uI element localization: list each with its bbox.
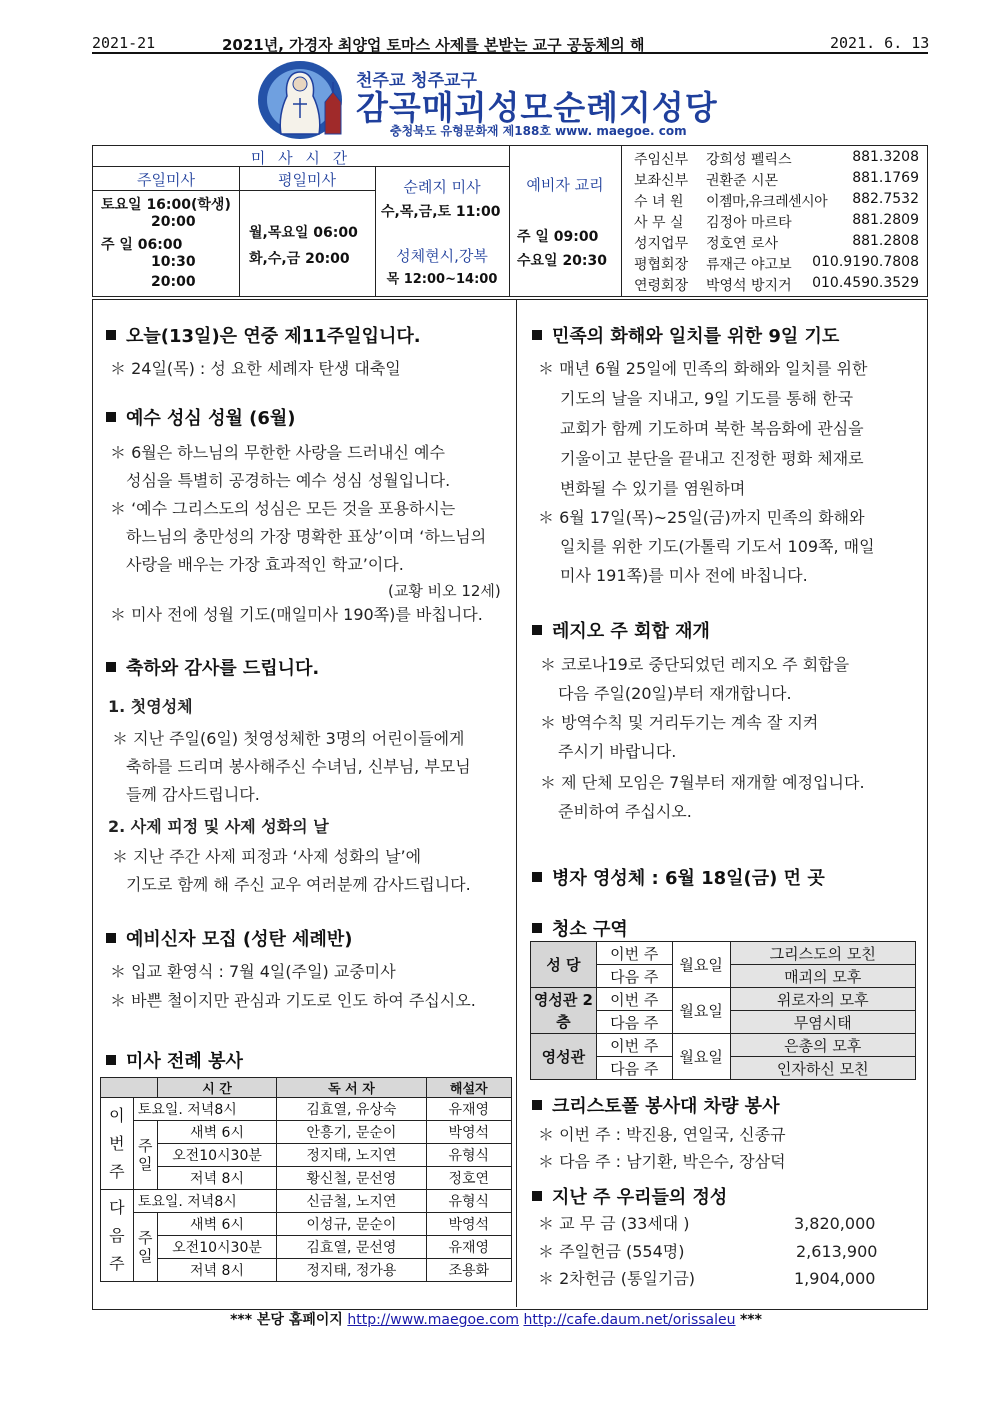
table-row: 저녁 8시 황신철, 문선영 정호연 [101, 1167, 512, 1190]
section-christopher-service: 크리스토폴 봉사대 차량 봉사 [532, 1092, 779, 1118]
pilgrim-mass-title: 순례지 미사 [403, 178, 481, 196]
priest-retreat-line: ＊ 지난 주간 사제 피정과 ‘사제 성화의 날’에 [112, 847, 422, 866]
sacred-heart-line: 사랑을 배우는 가장 효과적인 학교’이다. [126, 555, 404, 574]
staff-row: 사 무 실 김정아 마르타 881.2809 [634, 212, 919, 231]
table-row: 다음 주 매괴의 모후 [531, 965, 916, 988]
reconciliation-line: 일치를 위한 기도(가톨릭 기도서 109쪽, 매일 [560, 537, 875, 556]
next-week-label: 다음주 [101, 1190, 134, 1282]
table-row: 주일 새벽 6시 이성규, 문순이 박영석 [101, 1213, 512, 1236]
mass-times-heading: 미 사 시 간 [250, 149, 352, 167]
sunday-line: 20:00 [151, 214, 196, 230]
offering-amount: 1,904,000 [794, 1269, 876, 1288]
staff-row: 수 녀 원 이젬마,유크레센시아 882.7532 [634, 191, 919, 210]
reconciliation-line: 변화될 수 있기를 염원하며 [560, 479, 746, 498]
notice-line: ＊ 24일(목) : 성 요한 세례자 탄생 대축일 [110, 359, 401, 378]
catechumen-title: 예비자 교리 [526, 176, 604, 194]
catechumen-line: 주 일 09:00 [517, 229, 599, 245]
sunday-label: 주일 [133, 1213, 157, 1282]
footer: *** 본당 홈페이지 http://www.maegoe.com http://cafe.daum.net/orissaleu *** [230, 1312, 762, 1328]
staff-row: 평협회장 류재근 야고보 010.9190.7808 [634, 254, 919, 273]
diocese-name: 천주교 청주교구 [356, 71, 477, 91]
liturgy-table [100, 1077, 512, 1282]
subsection-first-communion: 1. 첫영성체 [108, 697, 193, 716]
section-liturgy-service: 미사 전례 봉사 [106, 1047, 243, 1073]
col-header: 시 간 [157, 1078, 277, 1098]
legio-line: 주시기 바랍니다. [558, 742, 677, 761]
staff-directory [622, 146, 927, 296]
section-cleaning-duty: 청소 구역 [532, 915, 628, 941]
section-reconciliation-prayer: 민족의 화해와 일치를 위한 9일 기도 [532, 322, 839, 348]
header-rule [92, 52, 928, 54]
offering-amount: 2,613,900 [796, 1242, 878, 1261]
sunday-line: 10:30 [151, 254, 196, 270]
offering-label: ＊ 주일헌금 (554명) [538, 1242, 685, 1261]
legio-line: ＊ 방역수칙 및 거리두기는 계속 잘 지켜 [540, 713, 819, 732]
reconciliation-line: ＊ 매년 6월 25일에 민족의 화해와 일치를 위한 [538, 359, 868, 378]
mary-statue-logo [255, 58, 345, 142]
church-name: 감곡매괴성모순례지성당 [356, 88, 718, 127]
adoration-time: 목 12:00~14:00 [386, 272, 498, 287]
legio-line: ＊ 제 단체 모임은 7월부터 재개할 예정입니다. [540, 773, 865, 792]
pilgrim-mass-time: 수,목,금,토 11:00 [381, 204, 501, 220]
year-theme: 2021년, 가경자 최양업 토마스 사제를 본받는 교구 공동체의 해 [222, 36, 645, 54]
table-row: 이번주 토요일. 저녁8시 김효열, 유상숙 유재영 [101, 1098, 512, 1121]
col-header: 독 서 자 [277, 1078, 426, 1098]
weekday-line: 월,목요일 06:00 [249, 225, 358, 241]
catechumen-recruit-line: ＊ 바쁜 철이지만 관심과 기도로 인도 하여 주십시오. [110, 991, 476, 1010]
sacred-heart-citation: (교황 비오 12세) [388, 582, 501, 600]
catechumen-recruit-line: ＊ 입교 환영식 : 7월 4일(주일) 교중미사 [110, 962, 396, 981]
table-row: 오전10시30분 정지태, 노지연 유형식 [101, 1144, 512, 1167]
cleaning-table [530, 941, 916, 1080]
subsection-priest-retreat: 2. 사제 피정 및 사제 성화의 날 [108, 817, 329, 836]
sacred-heart-line: ＊ 6월은 하느님의 무한한 사랑을 드러내신 예수 [110, 443, 445, 462]
sunday-line: 토요일 16:00(학생) [101, 197, 231, 213]
first-communion-line: 축하를 드리며 봉사해주신 수녀님, 신부님, 부모님 [126, 757, 471, 776]
reconciliation-line: 미사 191쪽)를 미사 전에 바칩니다. [560, 566, 808, 585]
table-row: 성 당 이번 주 월요일 그리스도의 모친 [531, 942, 916, 965]
section-catechumen-recruit: 예비신자 모집 (성탄 세례반) [106, 925, 353, 951]
staff-row: 보좌신부 권환준 시몬 881.1769 [634, 170, 919, 189]
weekday-mass-title: 평일미사 [278, 171, 336, 189]
legio-line: 다음 주일(20일)부터 재개합니다. [558, 684, 792, 703]
legio-line: ＊ 코로나19로 중단되었던 레지오 주 회합을 [540, 655, 850, 674]
weekday-line: 화,수,금 20:00 [249, 251, 350, 267]
sacred-heart-line: ＊ ‘예수 그리스도의 성심은 모든 것을 포용하시는 [110, 499, 456, 518]
sunday-label: 주일 [133, 1121, 157, 1190]
section-legio-resume: 레지오 주 회합 재개 [532, 617, 710, 643]
christopher-line: ＊ 다음 주 : 남기환, 박은수, 장삼덕 [538, 1152, 786, 1171]
priest-retreat-line: 기도로 함께 해 주신 교우 여러분께 감사드립니다. [126, 875, 471, 894]
staff-row: 성지업무 정호연 로사 881.2808 [634, 233, 919, 252]
column-divider [516, 300, 517, 1307]
reconciliation-line: 기울이고 분단을 끝내고 진정한 평화 체재로 [560, 449, 864, 468]
catechumen-line: 수요일 20:30 [517, 253, 608, 269]
section-sacred-heart: 예수 성심 성월 (6월) [106, 404, 296, 430]
issue-date: 2021. 6. 13 [830, 34, 930, 52]
first-communion-line: ＊ 지난 주일(6일) 첫영성체한 3명의 어린이들에게 [112, 729, 465, 748]
cafe-link[interactable]: http://cafe.daum.net/orissaleu [523, 1312, 736, 1328]
table-row: 주일 새벽 6시 안흥기, 문순이 박영석 [101, 1121, 512, 1144]
reconciliation-line: 교회가 함께 기도하며 북한 복음화에 관심을 [560, 419, 864, 438]
table-row: 다음주 토요일. 저녁8시 신금철, 노지연 유형식 [101, 1190, 512, 1213]
table-row: 영성관 이번 주 월요일 은총의 모후 [531, 1034, 916, 1057]
church-subtitle: 충청북도 유형문화재 제188호 www. maegoe. com [390, 124, 687, 138]
issue-number: 2021-21 [92, 34, 156, 52]
sacred-heart-line: ＊ 미사 전에 성월 기도(매일미사 190쪽)를 바칩니다. [110, 605, 483, 624]
section-sunday-notice: 오늘(13일)은 연중 제11주일입니다. [106, 322, 421, 348]
adoration-title: 성체현시,강복 [396, 247, 488, 265]
legio-line: 준비하여 주십시오. [558, 802, 692, 821]
sacred-heart-line: 성심을 특별히 공경하는 예수 성심 성월입니다. [126, 471, 451, 490]
section-congratulations: 축하와 감사를 드립니다. [106, 654, 319, 680]
reconciliation-line: 기도의 날을 지내고, 9일 기도를 통해 한국 [560, 389, 854, 408]
mass-schedule-box [92, 145, 928, 297]
homepage-link[interactable]: http://www.maegoe.com [347, 1312, 520, 1328]
section-offerings: 지난 주 우리들의 정성 [532, 1183, 727, 1209]
table-row: 다음 주 인자하신 모친 [531, 1057, 916, 1080]
table-row: 저녁 8시 정지태, 정가용 조용화 [101, 1259, 512, 1282]
table-row: 영성관 2층 이번 주 월요일 위로자의 모후 [531, 988, 916, 1011]
reconciliation-line: ＊ 6월 17일(목)~25일(금)까지 민족의 화해와 [538, 508, 865, 527]
sunday-mass-title: 주일미사 [137, 171, 195, 189]
sunday-line: 20:00 [151, 274, 196, 290]
offering-label: ＊ 2차헌금 (통일기금) [538, 1269, 696, 1288]
col-header: 해설자 [426, 1078, 511, 1098]
this-week-label: 이번주 [101, 1098, 134, 1190]
sacred-heart-line: 하느님의 충만성의 가장 명확한 표상’이며 ‘하느님의 [126, 527, 487, 546]
table-row: 오전10시30분 김효열, 문선영 유재영 [101, 1236, 512, 1259]
table-row: 다음 주 무염시태 [531, 1011, 916, 1034]
staff-row: 주임신부 강희성 펠릭스 881.3208 [634, 149, 919, 168]
offering-amount: 3,820,000 [794, 1214, 876, 1233]
first-communion-line: 들께 감사드립니다. [126, 785, 260, 804]
staff-row: 연령회장 박영석 방지거 010.4590.3529 [634, 275, 919, 294]
christopher-line: ＊ 이번 주 : 박진용, 연일국, 신종규 [538, 1125, 786, 1144]
sunday-line: 주 일 06:00 [101, 237, 183, 253]
offering-label: ＊ 교 무 금 (33세대 ) [538, 1214, 690, 1233]
section-sick-communion: 병자 영성체 : 6월 18일(금) 먼 곳 [532, 864, 825, 890]
